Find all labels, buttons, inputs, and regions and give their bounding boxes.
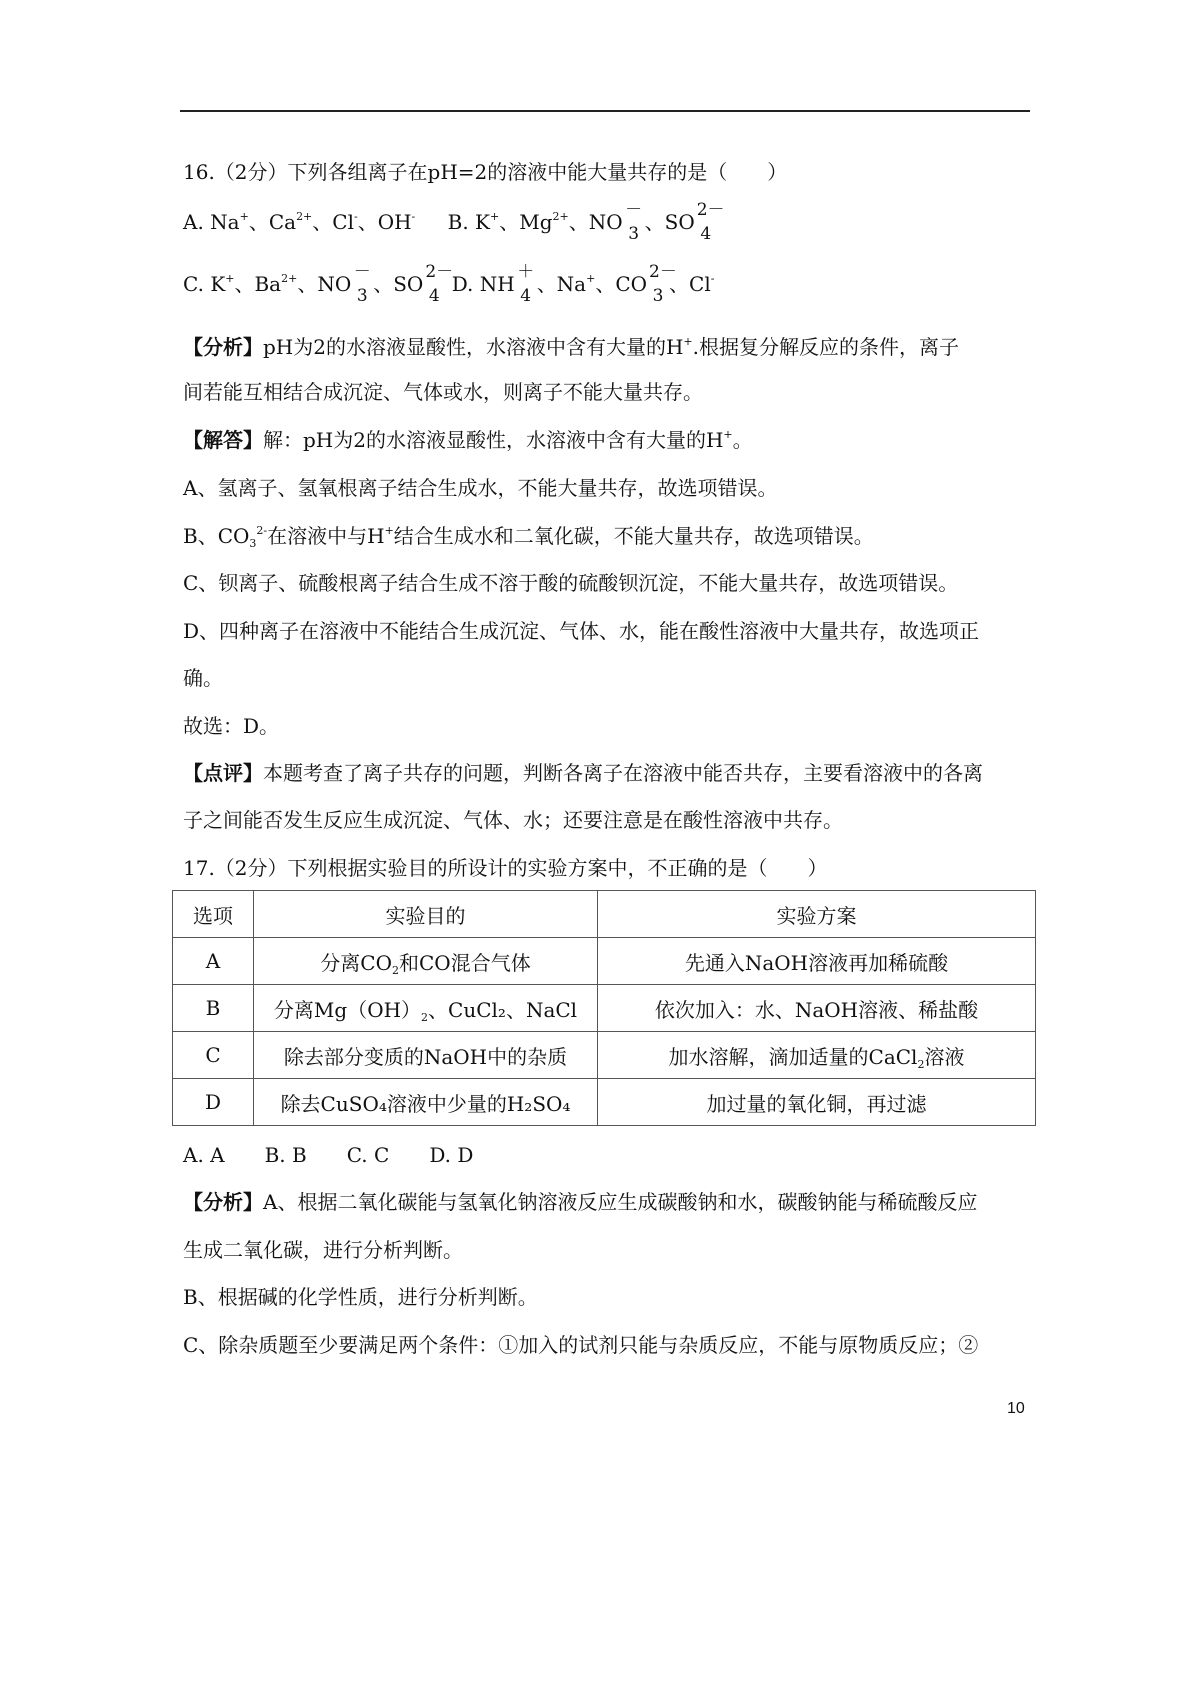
q16-options-ab xyxy=(183,199,725,244)
table-cell-purpose: 除去部分变质的NaOH中的杂质 xyxy=(254,1032,598,1079)
q16-stem: 16.（2分）下列各组离子在pH=2的溶液中能大量共存的是（ ） xyxy=(183,160,788,184)
q17-analysis-line-2: 生成二氧化碳，进行分析判断。 xyxy=(183,1238,463,1262)
q16-analysis-line-2: 间若能互相结合成沉淀、气体或水，则离子不能大量共存。 xyxy=(183,380,703,404)
table-row xyxy=(173,985,1036,1032)
table-cell-plan: 加水溶解，滴加适量的CaCl$_2$溶液 xyxy=(598,1032,1036,1079)
table-cell-option: C xyxy=(173,1032,254,1079)
q16-option-d: D. NH ＋ 4 、Na+、CO 2－ 3 、Cl- xyxy=(451,261,715,306)
q16-comment-line-2: 子之间能否发生反应生成沉淀、气体、水；还要注意是在酸性溶液中共存。 xyxy=(183,808,843,832)
table-cell-purpose: 除去CuSO₄溶液中少量的H₂SO₄ xyxy=(254,1079,598,1126)
table-header-cell: 实验方案 xyxy=(598,891,1036,938)
table-row xyxy=(173,1032,1036,1079)
table-header-cell: 选项 xyxy=(173,891,254,938)
q16-answer-a: A、氢离子、氢氧根离子结合生成水，不能大量共存，故选项错误。 xyxy=(183,476,778,500)
table-header-row xyxy=(173,891,1036,938)
table-cell-purpose: 分离$Mg(OH)_2$、CuCl₂、NaCl xyxy=(254,985,598,1032)
q16-answer-d-line-2: 确。 xyxy=(183,666,223,690)
table-cell-plan: 加过量的氧化铜，再过滤 xyxy=(598,1079,1036,1126)
q16-answer-c: C、钡离子、硫酸根离子结合生成不溶于酸的硫酸钡沉淀，不能大量共存，故选项错误。 xyxy=(183,571,959,595)
table-cell-option: B xyxy=(173,985,254,1032)
q17-stem: 17.（2分）下列根据实验目的所设计的实验方案中，不正确的是（ ） xyxy=(183,856,828,880)
q16-options-cd xyxy=(183,261,715,306)
header-rule xyxy=(180,110,1030,112)
q16-answer-b: B、$CO_3^{2-}$在溶液中与H+结合生成水和二氧化碳，不能大量共存，故选项错误。 xyxy=(183,524,874,550)
table-row xyxy=(173,1079,1036,1126)
q17-analysis-line-1: 【分析】A、根据二氧化碳能与氢氧化钠溶液反应生成碳酸钠和水，碳酸钠能与稀硫酸反应 xyxy=(183,1190,978,1214)
q16-option-a: A. Na+、$Ca^{2+}$、Cl-、OH- xyxy=(183,210,416,234)
experiment-table xyxy=(172,890,1036,1126)
page-number: 10 xyxy=(1007,1400,1025,1417)
q17-analysis-line-3: B、根据碱的化学性质，进行分析判断。 xyxy=(183,1285,538,1309)
q16-comment-line-1: 【点评】本题考查了离子共存的问题，判断各离子在溶液中能否共存，主要看溶液中的各离 xyxy=(183,761,983,785)
table-row xyxy=(173,938,1036,985)
q17-analysis-line-4: C、除杂质题至少要满足两个条件：①加入的试剂只能与杂质反应，不能与原物质反应；② xyxy=(183,1333,979,1357)
table-cell-purpose: 分离$CO_2$和CO混合气体 xyxy=(254,938,598,985)
q16-option-b: B. K+、$Mg^{2+}$、NO － 3 、SO 2－ 4 xyxy=(447,199,725,244)
table-cell-option: A xyxy=(173,938,254,985)
q16-analysis-line-1: 【分析】pH为2的水溶液显酸性，水溶液中含有大量的H+.根据复分解反应的条件，离子 xyxy=(183,335,959,359)
table-cell-plan: 依次加入：水、NaOH溶液、稀盐酸 xyxy=(598,985,1036,1032)
table-header-cell: 实验目的 xyxy=(254,891,598,938)
q17-options: A. A B. B C. C D. D xyxy=(183,1143,474,1167)
table-cell-option: D xyxy=(173,1079,254,1126)
q16-choice: 故选：D。 xyxy=(183,714,280,738)
q16-option-c: C. K+、$Ba^{2+}$、NO － 3 、SO 2－ 4 xyxy=(183,261,454,306)
table-cell-plan: 先通入NaOH溶液再加稀硫酸 xyxy=(598,938,1036,985)
q16-answer-line-1: 【解答】解：pH为2的水溶液显酸性，水溶液中含有大量的H+。 xyxy=(183,428,753,452)
q16-answer-d-line-1: D、四种离子在溶液中不能结合生成沉淀、气体、水，能在酸性溶液中大量共存，故选项正 xyxy=(183,619,980,643)
